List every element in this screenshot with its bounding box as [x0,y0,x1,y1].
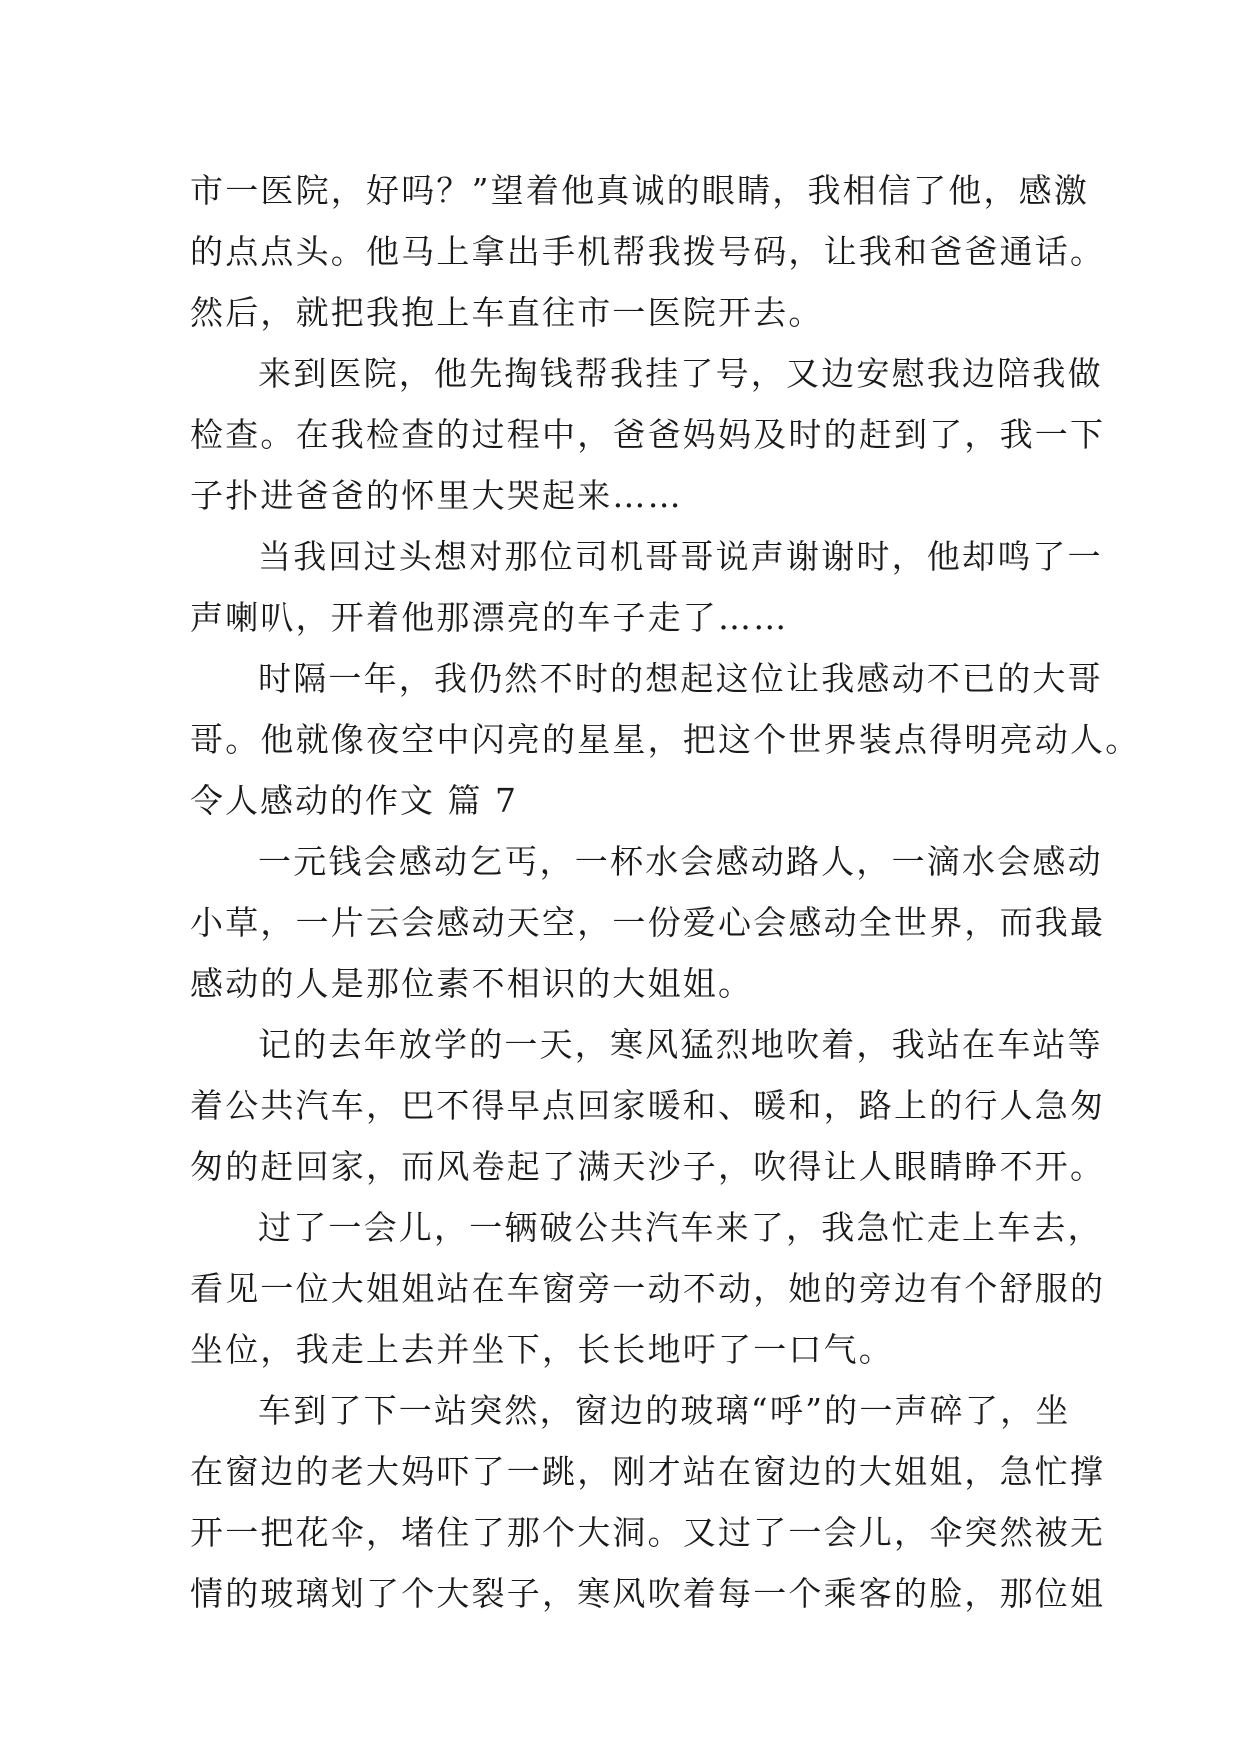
text-line: 情的玻璃划了个大裂子，寒风吹着每一个乘客的脸，那位姐 [190,1574,1106,1613]
text-line: 检查。在我检查的过程中，爸爸妈妈及时的赶到了，我一下 [190,415,1106,454]
paragraph-start-line: 时隔一年，我仍然不时的想起这位让我感动不已的大哥 [258,659,1103,698]
paragraph-start-line: 车到了下一站突然，窗边的玻璃“呼”的一声碎了，坐 [258,1391,1071,1430]
text-line: 的点点头。他马上拿出手机帮我拨号码，让我和爸爸通话。 [190,232,1106,271]
section-heading: 令人感动的作文 篇 7 [190,781,518,820]
paragraph-start-line: 当我回过头想对那位司机哥哥说声谢谢时，他却鸣了一 [258,537,1103,576]
text-line: 看见一位大姐姐站在车窗旁一动不动，她的旁边有个舒服的 [190,1269,1106,1308]
paragraph-start-line: 一元钱会感动乞丐，一杯水会感动路人，一滴水会感动 [258,842,1103,881]
text-line: 哥。他就像夜空中闪亮的星星，把这个世界装点得明亮动人。 [190,720,1141,759]
text-line: 市一医院，好吗？”望着他真诚的眼睛，我相信了他，感激 [190,171,1090,210]
text-line: 小草，一片云会感动天空，一份爱心会感动全世界，而我最 [190,903,1106,942]
text-line: 匆的赶回家，而风卷起了满天沙子，吹得让人眼睛睁不开。 [190,1147,1106,1186]
paragraph-start-line: 记的去年放学的一天，寒风猛烈地吹着，我站在车站等 [258,1025,1103,1064]
paragraph-start-line: 过了一会儿，一辆破公共汽车来了，我急忙走上车去， [258,1208,1103,1247]
text-line: 声喇叭，开着他那漂亮的车子走了…… [190,598,789,637]
text-line: 着公共汽车，巴不得早点回家暖和、暖和，路上的行人急匆 [190,1086,1106,1125]
text-line: 开一把花伞，堵住了那个大洞。又过了一会儿，伞突然被无 [190,1513,1106,1552]
text-line: 子扑进爸爸的怀里大哭起来…… [190,476,683,515]
document-body [190,160,1141,1624]
text-line: 在窗边的老大妈吓了一跳，刚才站在窗边的大姐姐，急忙撑 [190,1452,1106,1491]
text-line: 然后，就把我抱上车直往市一医院开去。 [190,293,824,332]
paragraph-start-line: 来到医院，他先掏钱帮我挂了号，又边安慰我边陪我做 [258,354,1103,393]
text-line: 坐位，我走上去并坐下，长长地吁了一口气。 [190,1330,894,1369]
text-line: 感动的人是那位素不相识的大姐姐。 [190,964,754,1003]
